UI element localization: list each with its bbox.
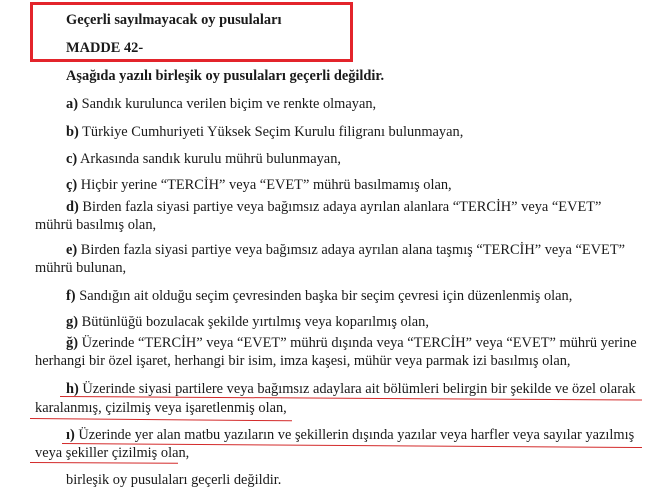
list-item-a (66, 95, 376, 113)
item-text: Bütünlüğü bozulacak şekilde yırtılmış veya koparılmış olan, (81, 314, 429, 330)
item-text: Üzerinde “TERCİH” veya “EVET” mührü dışında veya “TERCİH” veya “EVET” mührü yerine (81, 335, 637, 351)
list-item-d (66, 198, 601, 216)
list-item-h (66, 380, 636, 398)
item-label: h) (66, 381, 79, 397)
item-text: Üzerinde yer alan matbu yazıların ve şekillerin dışında yazılar veya harfler veya sayılar yazılmış (78, 427, 635, 443)
list-item-g-breve-cont: herhangi bir özel işaret, herhangi bir isim, imza kaşesi, mühür veya parmak izi basılmış olan, (35, 353, 571, 369)
intro-text: Aşağıda yazılı birleşik oy pusulaları geçerli değildir. (66, 68, 385, 84)
list-item-h-cont: karalanmış, çizilmiş veya işaretlenmiş olan, (35, 400, 287, 416)
closing-text: birleşik oy pusulaları geçerli değildir. (66, 472, 282, 488)
list-item-e (66, 241, 625, 259)
item-label: ğ) (66, 335, 78, 351)
item-label: d) (66, 199, 79, 215)
item-label: a) (66, 96, 78, 112)
item-label: g) (66, 314, 78, 330)
item-text: Arkasında sandık kurulu mührü bulunmayan, (80, 151, 341, 167)
item-label: ç) (66, 177, 78, 193)
list-item-f (66, 287, 572, 305)
item-text: Türkiye Cumhuriyeti Yüksek Seçim Kurulu filigranı bulunmayan, (82, 124, 464, 140)
item-text: Birden fazla siyasi partiye veya bağımsız adaya ayrılan alana taşmış “TERCİH” veya “EVET” (80, 242, 626, 258)
item-label: b) (66, 124, 79, 140)
item-text: Üzerinde siyasi partilere veya bağımsız adaylara ait bölümleri belirgin bir şekilde ve özel olarak (82, 381, 636, 397)
list-item-g-breve (66, 334, 637, 352)
item-label: e) (66, 242, 78, 258)
section-title: Geçerli sayılmayacak oy pusulaları (66, 12, 282, 28)
item-label: f) (66, 288, 76, 304)
item-text: Birden fazla siyasi partiye veya bağımsız adaya ayrılan alanlara “TERCİH” veya “EVET” (82, 199, 602, 215)
list-item-i-dotless-cont: veya şekiller çizilmiş olan, (35, 445, 190, 461)
item-text: Hiçbir yerine “TERCİH” veya “EVET” mührü basılmamış olan, (80, 177, 452, 193)
item-text: Sandığın ait olduğu seçim çevresinden başka bir seçim çevresi için düzenlenmiş olan, (79, 288, 573, 304)
list-item-e-cont: mührü bulunan, (35, 260, 127, 276)
list-item-c (66, 150, 341, 168)
item-label: c) (66, 151, 78, 167)
list-item-d-cont: mührü basılmış olan, (35, 217, 157, 233)
item-label: ı) (66, 427, 75, 443)
list-item-b (66, 123, 463, 141)
underline-i-line2 (30, 462, 178, 464)
list-item-i-dotless (66, 426, 634, 444)
item-text: Sandık kurulunca verilen biçim ve renkte olmayan, (81, 96, 377, 112)
underline-h-line2 (30, 418, 292, 421)
list-item-g (66, 313, 429, 331)
article-number: MADDE 42- (66, 40, 144, 56)
list-item-c-cedilla (66, 176, 452, 194)
